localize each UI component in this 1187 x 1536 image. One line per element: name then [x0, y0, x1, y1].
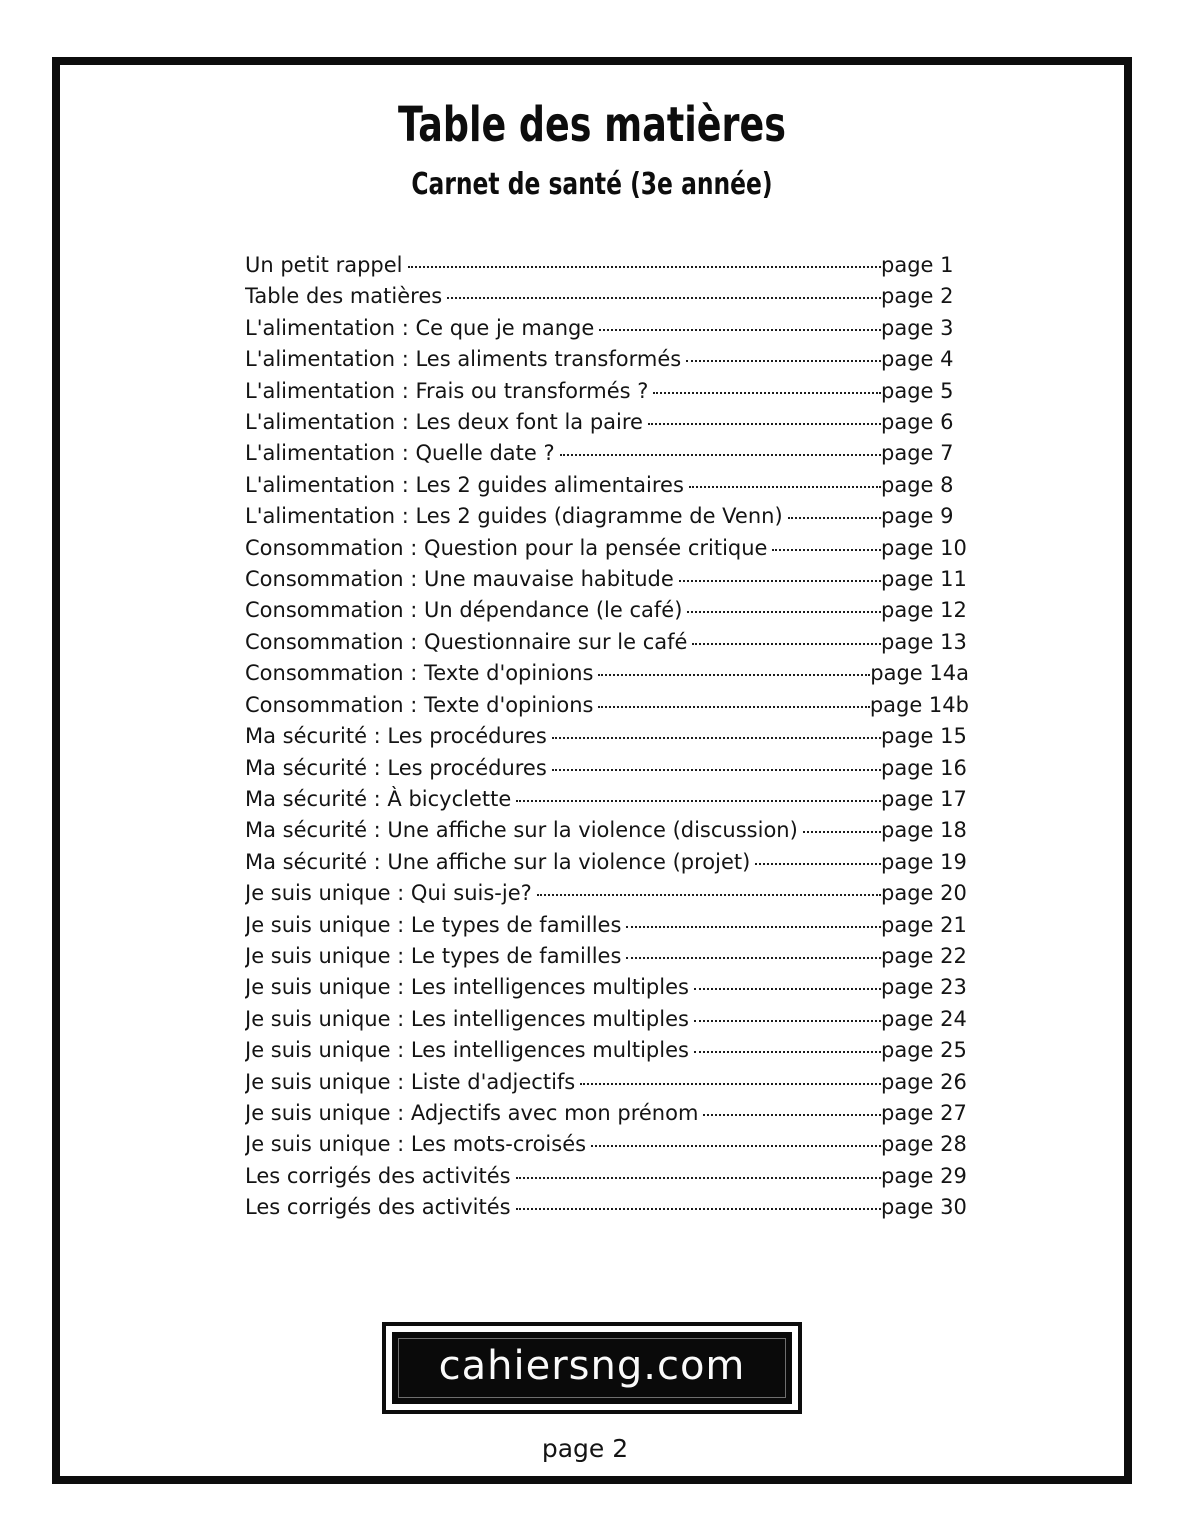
toc-entry — [245, 281, 969, 312]
dot-leader — [694, 1020, 881, 1022]
toc-entry-label: Je suis unique : Le types de familles — [245, 943, 622, 968]
toc-entry-label: L'alimentation : Les deux font la paire — [245, 410, 643, 435]
toc-entry-label: Je suis unique : Les intelligences multiples — [245, 1006, 689, 1031]
toc-entry — [245, 1161, 969, 1192]
dot-leader — [516, 800, 881, 802]
toc-entry — [245, 1129, 969, 1160]
toc-entry — [245, 564, 969, 595]
toc-entry — [245, 847, 969, 878]
dot-leader — [447, 297, 881, 299]
dot-leader — [598, 706, 869, 708]
dot-leader — [788, 517, 881, 519]
brand-box — [382, 1322, 802, 1414]
toc-entry-label: Consommation : Question pour la pensée critique — [245, 535, 768, 560]
toc-entry — [245, 690, 969, 721]
toc-entry-page: page 8 — [881, 472, 954, 497]
toc-list — [60, 250, 1124, 1224]
brand-website-text: cahiersng.com — [438, 1342, 746, 1389]
toc-entry-label: L'alimentation : Quelle date ? — [245, 441, 555, 466]
toc-entry-page: page 17 — [881, 786, 967, 811]
toc-entry — [245, 627, 969, 658]
toc-entry — [245, 1035, 969, 1066]
toc-entry-page: page 21 — [881, 912, 967, 937]
dot-leader — [687, 611, 881, 613]
toc-entry-page: page 23 — [881, 975, 967, 1000]
toc-entry-page: page 9 — [881, 504, 954, 529]
dot-leader — [408, 266, 882, 268]
brand-box-fill — [392, 1332, 792, 1404]
toc-entry-page: page 3 — [881, 315, 954, 340]
page-number-label: page 2 — [541, 1433, 629, 1463]
dot-leader — [803, 831, 881, 833]
toc-entry — [245, 501, 969, 532]
toc-entry-label: Ma sécurité : Les procédures — [245, 755, 547, 780]
toc-entry-page: page 14a — [870, 661, 969, 686]
toc-entry — [245, 784, 969, 815]
toc-entry — [245, 470, 969, 501]
toc-entry-page: page 28 — [881, 1132, 967, 1157]
toc-entry-page: page 4 — [881, 347, 954, 372]
toc-entry — [245, 344, 969, 375]
toc-entry-label: Consommation : Texte d'opinions — [245, 692, 594, 717]
toc-entry — [245, 438, 969, 469]
toc-entry-label: Les corrigés des activités — [245, 1195, 511, 1220]
toc-entry-page: page 7 — [881, 441, 954, 466]
toc-entry-label: Je suis unique : Adjectifs avec mon prénom — [245, 1100, 699, 1125]
dot-leader — [516, 1177, 881, 1179]
toc-entry-label: L'alimentation : Frais ou transformés ? — [245, 378, 649, 403]
dot-leader — [516, 1208, 881, 1210]
document-page — [52, 57, 1132, 1484]
toc-entry-label: Je suis unique : Les intelligences multiples — [245, 1038, 689, 1063]
dot-leader — [686, 360, 881, 362]
toc-entry-label: Ma sécurité : Une affiche sur la violence (projet) — [245, 849, 751, 874]
dot-leader — [772, 549, 881, 551]
toc-entry-label: Consommation : Texte d'opinions — [245, 661, 594, 686]
toc-entry-label: Ma sécurité : Une affiche sur la violence (discussion) — [245, 818, 798, 843]
toc-entry — [245, 815, 969, 846]
toc-entry-page: page 22 — [881, 943, 967, 968]
toc-entry-page: page 5 — [881, 378, 954, 403]
toc-entry-page: page 6 — [881, 410, 954, 435]
page-title: Table des matières — [398, 97, 786, 153]
toc-entry-page: page 29 — [881, 1163, 967, 1188]
toc-entry — [245, 972, 969, 1003]
dot-leader — [703, 1114, 881, 1116]
toc-entry-page: page 1 — [881, 253, 954, 277]
toc-entry-label: Table des matières — [245, 284, 443, 309]
dot-leader — [598, 674, 870, 676]
brand-box-inner-outline — [398, 1338, 786, 1398]
toc-entry-page: page 27 — [881, 1100, 967, 1125]
dot-leader — [580, 1083, 881, 1085]
toc-entry-label: Un petit rappel — [245, 253, 403, 277]
toc-entry-page: page 12 — [881, 598, 967, 623]
dot-leader — [560, 454, 881, 456]
toc-entry-page: page 18 — [881, 818, 967, 843]
toc-entry — [245, 721, 969, 752]
dot-leader — [694, 988, 881, 990]
toc-entry-label: L'alimentation : Les 2 guides (diagramme de Venn) — [245, 504, 783, 529]
toc-entry-page: page 19 — [881, 849, 967, 874]
toc-entry-label: Ma sécurité : Les procédures — [245, 724, 547, 749]
toc-entry-label: Je suis unique : Le types de familles — [245, 912, 622, 937]
toc-entry-label: Je suis unique : Liste d'adjectifs — [245, 1069, 576, 1094]
dot-leader — [755, 863, 881, 865]
toc-entry-label: Ma sécurité : À bicyclette — [245, 786, 512, 811]
dot-leader — [694, 1051, 881, 1053]
dot-leader — [552, 769, 881, 771]
toc-entry — [245, 1098, 969, 1129]
dot-leader — [552, 737, 881, 739]
dot-leader — [679, 580, 881, 582]
dot-leader — [537, 894, 881, 896]
toc-entry — [245, 376, 969, 407]
toc-entry — [245, 658, 969, 689]
toc-entry-page: page 30 — [881, 1195, 967, 1220]
page-subtitle: Carnet de santé (3e année) — [411, 167, 773, 202]
toc-entry-label: L'alimentation : Les 2 guides alimentaires — [245, 472, 684, 497]
toc-entry-label: Consommation : Une mauvaise habitude — [245, 567, 674, 592]
toc-entry-page: page 10 — [881, 535, 967, 560]
toc-entry-label: Consommation : Un dépendance (le café) — [245, 598, 683, 623]
toc-entry — [245, 313, 969, 344]
toc-entry — [245, 1004, 969, 1035]
toc-entry-page: page 25 — [881, 1038, 967, 1063]
toc-entry — [245, 941, 969, 972]
dot-leader — [591, 1145, 881, 1147]
toc-entry — [245, 407, 969, 438]
toc-entry — [245, 595, 969, 626]
toc-entry-page: page 20 — [881, 881, 967, 906]
toc-entry-page: page 2 — [881, 284, 954, 309]
dot-leader — [599, 329, 881, 331]
toc-entry-page: page 16 — [881, 755, 967, 780]
toc-entry — [245, 1067, 969, 1098]
toc-entry-label: L'alimentation : Ce que je mange — [245, 315, 595, 340]
toc-entry — [245, 910, 969, 941]
toc-entry — [245, 878, 969, 909]
toc-entry-label: Je suis unique : Qui suis-je? — [245, 881, 532, 906]
toc-entry-label: Je suis unique : Les intelligences multiples — [245, 975, 689, 1000]
toc-entry — [245, 753, 969, 784]
dot-leader — [626, 957, 881, 959]
toc-entry-page: page 26 — [881, 1069, 967, 1094]
dot-leader — [626, 926, 881, 928]
dot-leader — [648, 423, 881, 425]
toc-entry — [245, 533, 969, 564]
toc-entry-page: page 11 — [881, 567, 967, 592]
toc-entry-label: Les corrigés des activités — [245, 1163, 511, 1188]
dot-leader — [689, 486, 881, 488]
toc-entry-page: page 24 — [881, 1006, 967, 1031]
toc-entry-page: page 15 — [881, 724, 967, 749]
dot-leader — [692, 643, 881, 645]
toc-entry-page: page 14b — [869, 692, 969, 717]
toc-entry-page: page 13 — [881, 629, 967, 654]
toc-entry-label: Consommation : Questionnaire sur le café — [245, 629, 688, 654]
toc-entry-label: L'alimentation : Les aliments transformés — [245, 347, 682, 372]
toc-entry-label: Je suis unique : Les mots-croisés — [245, 1132, 587, 1157]
toc-entry — [245, 1192, 969, 1223]
dot-leader — [653, 392, 881, 394]
toc-entry — [245, 250, 969, 281]
